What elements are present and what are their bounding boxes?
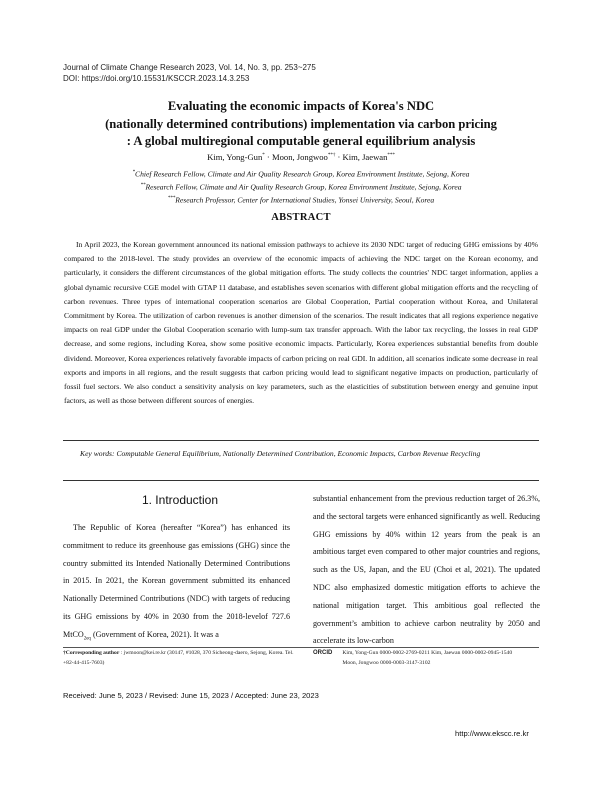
orcid-footnote — [313, 649, 539, 668]
affiliation-2-text: Research Fellow, Climate and Air Quality Research Group, Korea Environment Institute, Sejong, Korea — [145, 182, 462, 192]
affiliation-3-mark: *** — [167, 196, 176, 202]
author-3-mark: *** — [387, 153, 395, 159]
intro-left-text-a: The Republic of Korea (hereafter “Korea”) has enhanced its commitment to reduce its greenhouse gas emissions (GHG) since the country submitted its Intended Nationally Determined Contributions in 2015. In 2021, the Korean government submitted its enhanced Nationally Determined Contributions (NDC) with targets of reducing its GHG emissions by 40% in 2030 from the 2018-levelof 727.6 MtCO — [63, 523, 290, 639]
doi-line[interactable]: DOI: https://doi.org/10.15531/KSCCR.2023.14.3.253 — [63, 74, 250, 83]
intro-left-subscript: 2eq — [83, 636, 91, 642]
orcid-line-2: Moon, Jongwoo 0000-0003-3147-3102 — [342, 659, 431, 666]
author-2-mark: **† — [327, 153, 336, 159]
corresponding-author-footnote — [63, 649, 303, 668]
title-line-2: (nationally determined contributions) implementation via carbon pricing — [105, 116, 497, 131]
affiliation-2 — [40, 180, 562, 193]
author-3: Kim, Jaewan — [342, 152, 388, 162]
author-list — [40, 152, 562, 162]
title-line-3: : A global multiregional computable general equilibrium analysis — [126, 134, 476, 148]
section-heading-introduction: 1. Introduction — [141, 493, 219, 507]
author-1-mark: * — [262, 153, 265, 159]
submission-dates: Received: June 5, 2023 / Revised: June 15, 2023 / Accepted: June 23, 2023 — [63, 691, 319, 700]
journal-citation: Journal of Climate Change Research 2023, Vol. 14, No. 3, pp. 253~275 — [63, 63, 316, 72]
abstract-heading: ABSTRACT — [271, 212, 331, 223]
intro-right-column: substantial enhancement from the previous reduction target of 26.3%, and the sectoral targets were enhanced significantly as well. Reducing GHG emissions by 40% within 12 years from the peak is an ambitious target even compared to other major countries and regions, such as the US, Japan, and the EU (Choi et al, 2021). The updated NDC also emphasized domestic mitigation efforts to achieve the national mitigation target. This ambitious goal reflected the government’s ambition to achieve carbon neutrality by 2050 and accelerate its low-carbon — [313, 494, 540, 646]
corresponding-author-text: : jwmoon@kei.re.kr (30147, #1028, 370 Sicheong-daero, Sejong, Korea. Tel. +82-44-415-7603) — [63, 650, 294, 666]
corresponding-author-label: †Corresponding author — [63, 650, 120, 656]
journal-header — [63, 62, 316, 84]
title-line-1: Evaluating the economic impacts of Korea's NDC — [167, 99, 435, 113]
affiliation-1 — [40, 167, 562, 180]
keywords-bottom-rule — [63, 480, 539, 481]
affiliation-2-mark: ** — [140, 183, 146, 189]
orcid-label: ORCID — [313, 650, 333, 656]
affiliation-3 — [40, 193, 562, 206]
orcid-line-1: Kim, Yong-Gun 0000-0002-2769-0211 Kim, Jaewan 0000-0002-0945-1540 — [342, 650, 513, 656]
affiliation-1-text: Chief Research Fellow, Climate and Air Quality Research Group, Korea Environment Institute, Sejong, Korea — [135, 169, 470, 179]
author-separator: · — [337, 152, 341, 162]
keywords-block — [64, 447, 538, 461]
keywords-line — [80, 447, 538, 461]
paper-title — [40, 98, 562, 151]
author-separator: · — [266, 152, 270, 162]
intro-left-text-b: (Government of Korea, 2021). It was a — [90, 629, 219, 639]
affiliation-1-mark: * — [132, 170, 136, 175]
keywords-label: Key words: — [80, 449, 115, 458]
keywords-text: Computable General Equilibrium, Nationally Determined Contribution, Economic Impacts, Carbon Revenue Recycling — [116, 449, 481, 458]
author-1: Kim, Yong-Gun — [207, 152, 263, 162]
footnote-rule — [63, 647, 539, 648]
abstract-body: In April 2023, the Korean government announced its national emission pathways to achieve its 2030 NDC target of reducing GHG emissions by 40% compared to the 2018-level. The study provides an overview of the economic impacts of achieving the NDC target on the Korean economy, and particularly, it considers the different circumstances of the global mitigation efforts. The study collects the countries' NDC target information, applies a global dynamic recursive CGE model with GTAP 11 database, and establishes seven scenarios with different global mitigation efforts and the recycling of carbon revenues. Three types of international cooperation scenarios are Global Cooperation, Partial cooperation without Korea, and Unilateral Commitment by Korea. The utilization of carbon revenues is another dimension of the scenarios. The result indicates that all regions experience negative impacts on real GDP under the Global Cooperation scenario with lump-sum tax transfer approach. With the labor tax recycling, the losses in real GDP decrease, and some regions, including Korea, show some positive economic impacts. Particularly, Korea experiences substantial benefits from double dividend. Moreover, Korea experiences relatively favorable impacts of carbon pricing on real GDI. In addition, all scenarios indicate some decrease in real exports and imports in all regions, and the result suggests that carbon pricing would lead to significant negative impacts on production, particularly of fossil fuel sectors. We also conduct a sensitivity analysis on key parameters, such as the elasticities of substitution between energy and genuine input factors, as well as those between different sources of energies. — [64, 240, 538, 406]
affiliation-3-text: Research Professor, Center for International Studies, Yonsei University, Seoul, Korea — [175, 195, 435, 205]
author-2: Moon, Jongwoo — [271, 152, 328, 162]
affiliations — [40, 167, 562, 206]
journal-website-link[interactable]: http://www.ekscc.re.kr — [455, 729, 529, 738]
intro-left-column — [63, 519, 290, 648]
keywords-top-rule — [63, 440, 539, 441]
